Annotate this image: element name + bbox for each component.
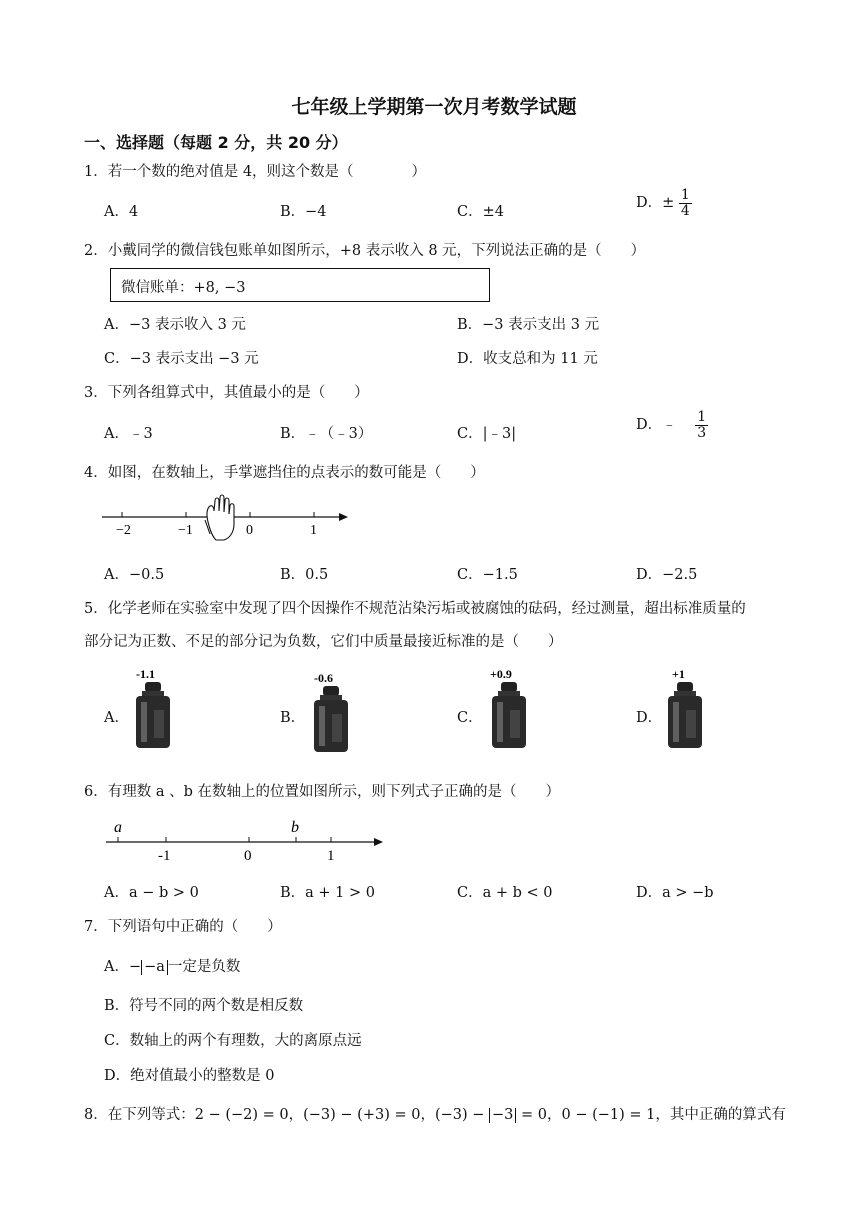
wechat-bill-text: 微信账单：+8, −3 [121, 280, 246, 296]
weight-label: -0.6 [314, 671, 333, 685]
tick-label: 0 [246, 523, 253, 538]
q3-option-d [636, 410, 708, 440]
q3-option-d-fraction [695, 410, 708, 440]
q2-option-b: B．−3 表示支出 3 元 [457, 317, 600, 333]
q1-option-d-fraction [679, 188, 692, 218]
q6-option-c: C．a + b < 0 [457, 885, 553, 901]
q4-option-a: A．−0.5 [104, 567, 165, 583]
weight-icon-a [128, 666, 178, 756]
question-3-stem: 3．下列各组算式中，其值最小的是（ ） [84, 385, 369, 401]
q3-option-a: A．﹣3 [104, 426, 153, 442]
q5-option-a: A． [104, 710, 129, 726]
q1-option-c: C．±4 [457, 204, 504, 220]
q8-equation-3 [435, 1107, 547, 1123]
q7-option-b: B．符号不同的两个数是相反数 [104, 998, 304, 1014]
q7-a-prefix: A．− [104, 959, 142, 975]
fraction-numerator: 1 [697, 409, 707, 425]
q1-option-b: B．−4 [280, 204, 327, 220]
fraction-denominator: 3 [697, 424, 707, 441]
q1-option-d-prefix: D．± [636, 195, 675, 212]
q4-option-c: C．−1.5 [457, 567, 518, 583]
q3-option-b: B．﹣（﹣3） [280, 426, 373, 442]
q8-eq3-part-a: (−3) − [434, 1107, 490, 1123]
q4-number-line [98, 494, 358, 544]
fraction-denominator: 4 [680, 202, 690, 219]
tick-label: 1 [327, 848, 335, 864]
q8-eq3-part-b: = 0 [516, 1107, 547, 1123]
q8-equation-1: 2 − (−2) = 0 [194, 1107, 289, 1123]
q6-number-line [102, 812, 392, 868]
q8-separator: ， [546, 1107, 562, 1123]
section-heading: 一、选择题（每题 2 分，共 20 分） [84, 133, 348, 152]
question-6-stem: 6．有理数 a 、b 在数轴上的位置如图所示，则下列式子正确的是（ ） [84, 784, 560, 800]
hand-icon [205, 495, 234, 540]
question-8-stem [84, 1103, 786, 1124]
point-b-label: b [291, 819, 299, 836]
absolute-value: −a [141, 960, 168, 975]
q3-option-c: C．|﹣3| [457, 426, 517, 442]
weight-icon-b [306, 670, 356, 760]
q8-suffix: ，其中正确的算式有 [655, 1107, 786, 1123]
fraction-numerator: 1 [680, 187, 690, 203]
q6-option-a: A．a − b > 0 [104, 885, 199, 901]
weight-icon-d [660, 666, 710, 756]
absolute-value: −3 [489, 1108, 516, 1123]
question-1-stem: 1．若一个数的绝对值是 4，则这个数是（ ） [84, 164, 427, 180]
q3-option-d-prefix: D．﹣ [636, 417, 677, 434]
weight-label: -1.1 [136, 667, 155, 681]
q8-prefix: 8．在下列等式： [84, 1107, 195, 1123]
q5-option-d: D． [636, 710, 663, 726]
page-title: 七年级上学期第一次月考数学试题 [291, 96, 577, 118]
q7-option-d: D．绝对值最小的整数是 0 [104, 1068, 275, 1084]
question-2-stem: 2．小戴同学的微信钱包账单如图所示，+8 表示收入 8 元，下列说法正确的是（ ） [84, 243, 646, 259]
q2-option-a: A．−3 表示收入 3 元 [104, 317, 246, 333]
q1-option-d [636, 188, 692, 218]
tick-label: 1 [310, 523, 317, 538]
q8-separator: ， [288, 1107, 304, 1123]
q6-option-d: D．a > −b [636, 885, 714, 901]
weight-label: +0.9 [490, 667, 512, 681]
q8-separator: ， [420, 1107, 435, 1123]
q4-option-d: D．−2.5 [636, 567, 698, 583]
weight-label: +1 [672, 667, 685, 681]
tick-label: −1 [178, 523, 193, 538]
q7-a-suffix: 一定是负数 [167, 959, 241, 975]
q2-option-c: C．−3 表示支出 −3 元 [104, 351, 259, 367]
tick-label: -1 [158, 848, 171, 864]
tick-label: 0 [244, 848, 252, 864]
tick-label: −2 [116, 523, 131, 538]
wechat-bill-box [110, 268, 490, 302]
question-4-stem: 4．如图，在数轴上，手掌遮挡住的点表示的数可能是（ ） [84, 465, 485, 481]
q7-option-c: C．数轴上的两个有理数，大的离原点远 [104, 1033, 362, 1049]
q5-option-b: B． [280, 710, 306, 726]
q1-option-a: A．4 [104, 204, 139, 220]
q8-equation-2: (−3) − (+3) = 0 [303, 1107, 421, 1123]
q5-option-c: C． [457, 710, 483, 726]
q7-option-a [104, 955, 240, 976]
weight-icon-c [484, 666, 534, 756]
q6-option-b: B．a + 1 > 0 [280, 885, 375, 901]
q2-option-d: D．收支总和为 11 元 [457, 351, 598, 367]
question-5-stem-line1: 5．化学老师在实验室中发现了四个因操作不规范沾染污垢或被腐蚀的砝码，经过测量，超出标准质量的 [84, 601, 746, 617]
question-7-stem: 7．下列语句中正确的（ ） [84, 919, 282, 935]
q8-equation-4: 0 − (−1) = 1 [561, 1107, 656, 1123]
q4-option-b: B．0.5 [280, 567, 329, 583]
axis-arrow [374, 838, 383, 846]
question-5-stem-line2: 部分记为正数、不足的部分记为负数，它们中质量最接近标准的是（ ） [84, 634, 563, 650]
point-a-label: a [114, 819, 122, 836]
axis-arrow [339, 513, 348, 521]
